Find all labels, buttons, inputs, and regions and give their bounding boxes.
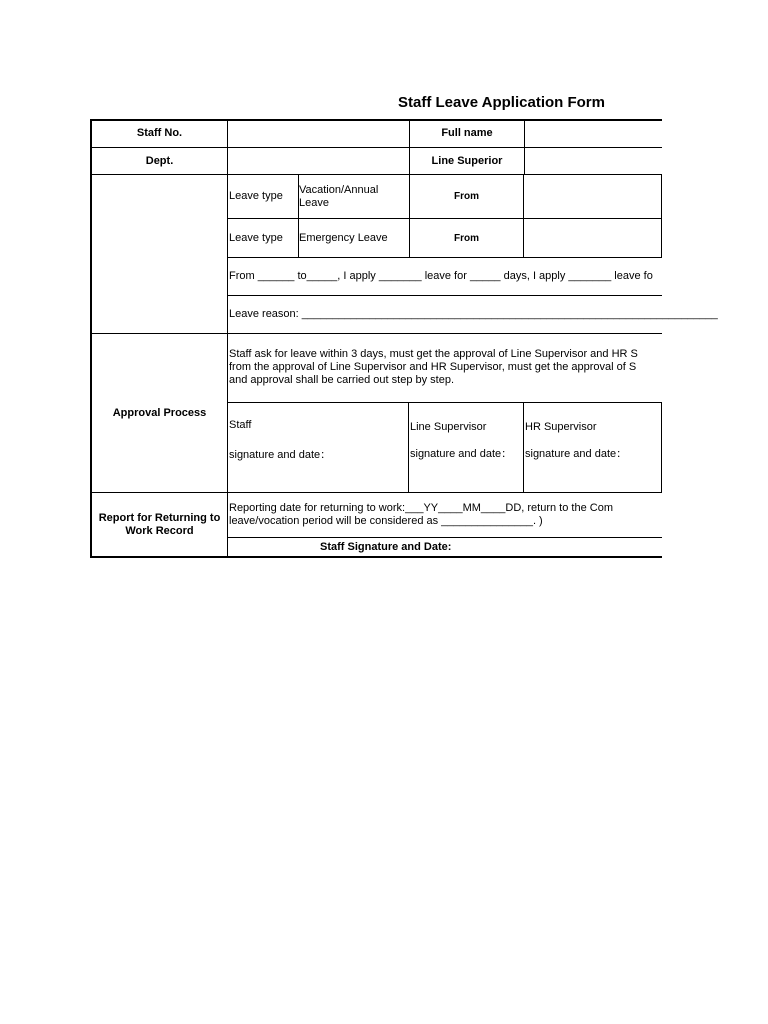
- approval-text-line-2: from the approval of Line Supervisor and HR Supervisor, must get the approval of S: [229, 361, 637, 373]
- leave-reason: Leave reason: ____________________________________________________________________: [229, 308, 718, 320]
- approval-text-line-3: and approval shall be carried out step by step.: [229, 374, 455, 386]
- approval-process-label: Approval Process: [112, 406, 207, 419]
- line-superior-label: Line Superior: [431, 154, 503, 167]
- leave-form: [90, 119, 718, 558]
- approval-text-line-1: Staff ask for leave within 3 days, must get the approval of Line Supervisor and HR S: [229, 348, 638, 360]
- hr-supervisor-signature[interactable]: signature and date：: [525, 448, 628, 460]
- staff-signature[interactable]: signature and date：: [229, 449, 332, 461]
- leave-type-value-1: Vacation/Annual Leave: [299, 183, 379, 209]
- line-supervisor-signature[interactable]: signature and date：: [410, 448, 513, 460]
- staff-no-label: Staff No.: [136, 127, 183, 139]
- dept-field[interactable]: [228, 148, 409, 174]
- return-text-line-1: Reporting date for returning to work:___YY____MM____DD, return to the Com: [229, 502, 613, 514]
- staff-signature-date[interactable]: Staff Signature and Date:: [320, 541, 452, 553]
- staff-no-field[interactable]: [228, 120, 409, 147]
- full-name-label: Full name: [441, 127, 493, 139]
- full-name-field[interactable]: [525, 120, 662, 147]
- dept-label: Dept.: [145, 154, 174, 167]
- form-title: Staff Leave Application Form: [398, 94, 605, 111]
- line-supervisor-role: Line Supervisor: [410, 421, 487, 433]
- line-superior-field[interactable]: [525, 148, 662, 174]
- return-text-line-2: leave/vocation period will be considered as _______________. ): [229, 515, 543, 527]
- leave-type-label-2: Leave type: [229, 231, 283, 244]
- hr-supervisor-role: HR Supervisor: [525, 421, 597, 433]
- from-label-1: From: [454, 191, 479, 202]
- return-record-label: Report for Returning to Work Record: [98, 511, 221, 537]
- from-field-2[interactable]: [524, 219, 661, 257]
- staff-role: Staff: [229, 419, 252, 431]
- from-field-1[interactable]: [524, 175, 661, 218]
- apply-sentence: From ______ to_____, I apply _______ leave for _____ days, I apply _______ leave fo: [229, 270, 653, 282]
- leave-type-value-2: Emergency Leave: [299, 231, 388, 244]
- from-label-2: From: [454, 232, 479, 244]
- leave-type-label-1: Leave type: [229, 190, 283, 202]
